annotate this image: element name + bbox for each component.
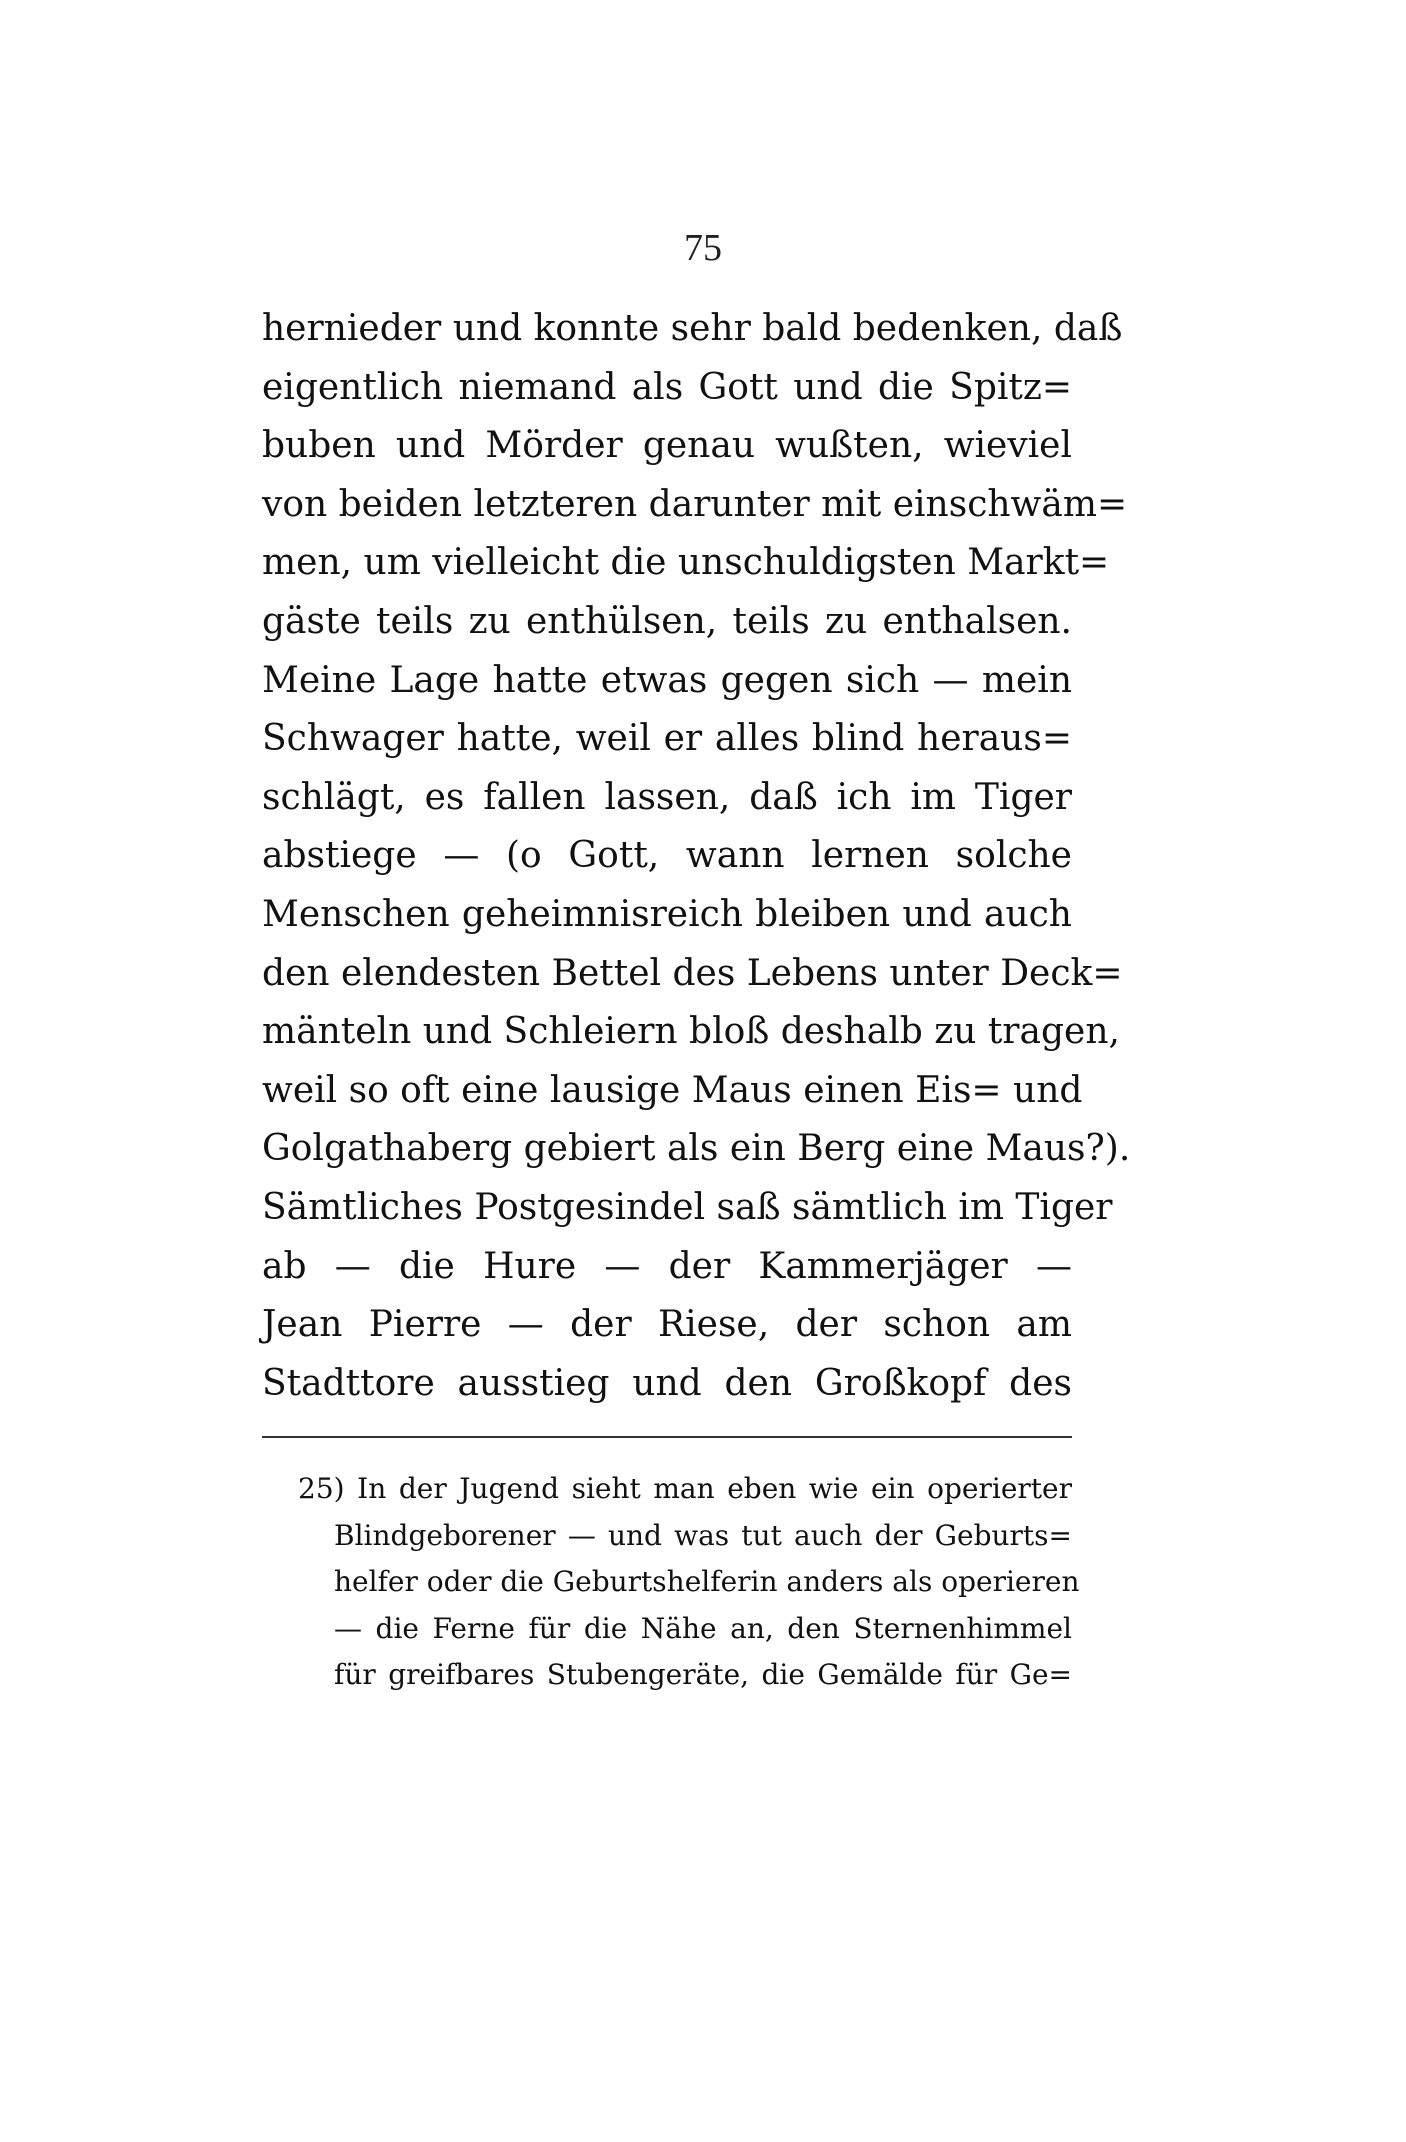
body-line: Meine Lage hatte etwas gegen sich — mein xyxy=(262,659,1072,701)
body-line: mänteln und Schleiern bloß deshalb zu tragen, xyxy=(262,1011,1120,1053)
footnote-line: 25) In der Jugend sieht man eben wie ein operierter xyxy=(298,1472,1072,1505)
body-line: Stadttore ausstieg und den Großkopf des xyxy=(262,1362,1072,1404)
body-line: gäste teils zu enthülsen, teils zu enthalsen. xyxy=(262,600,1072,642)
body-line: hernieder und konnte sehr bald bedenken, daß xyxy=(262,308,1123,349)
body-line: buben und Mörder genau wußten, wieviel xyxy=(262,425,1072,467)
footnote-line: Blindgeborener — und was tut auch der Geburts= xyxy=(334,1518,1072,1552)
footnote-divider xyxy=(262,1436,1072,1438)
body-line: schlägt, es fallen lassen, daß ich im Tiger xyxy=(262,776,1072,818)
footnote xyxy=(298,1466,1080,1699)
body-line: den elendesten Bettel des Lebens unter Deck= xyxy=(262,952,1123,994)
body-line: Schwager hatte, weil er alles blind heraus= xyxy=(262,718,1072,760)
footnote-line: für greifbares Stubengeräte, die Gemälde für Ge= xyxy=(334,1658,1072,1691)
body-line: Menschen geheimnisreich bleiben und auch xyxy=(262,893,1072,935)
body-line: ab — die Hure — der Kammerjäger — xyxy=(262,1245,1072,1287)
body-line: Jean Pierre — der Riese, der schon am xyxy=(262,1304,1072,1346)
body-line: men, um vielleicht die unschuldigsten Markt= xyxy=(262,542,1110,584)
body-line: weil so oft eine lausige Maus einen Eis= und xyxy=(262,1069,1083,1111)
footnote-line: — die Ferne für die Nähe an, den Sternenhimmel xyxy=(334,1611,1072,1645)
footnote-line: helfer oder die Geburtshelferin anders als operieren xyxy=(334,1565,1080,1598)
body-text xyxy=(262,300,1131,1413)
body-line: Golgathaberg gebiert als ein Berg eine Maus?). xyxy=(262,1128,1131,1170)
body-line: abstiege — (o Gott, wann lernen solche xyxy=(262,835,1072,877)
body-line: von beiden letzteren darunter mit einschwäm= xyxy=(262,483,1128,525)
body-line: Sämtliches Postgesindel saß sämtlich im Tiger xyxy=(262,1186,1113,1228)
page-number: 75 xyxy=(684,227,722,269)
body-line: eigentlich niemand als Gott und die Spitz= xyxy=(262,366,1072,408)
